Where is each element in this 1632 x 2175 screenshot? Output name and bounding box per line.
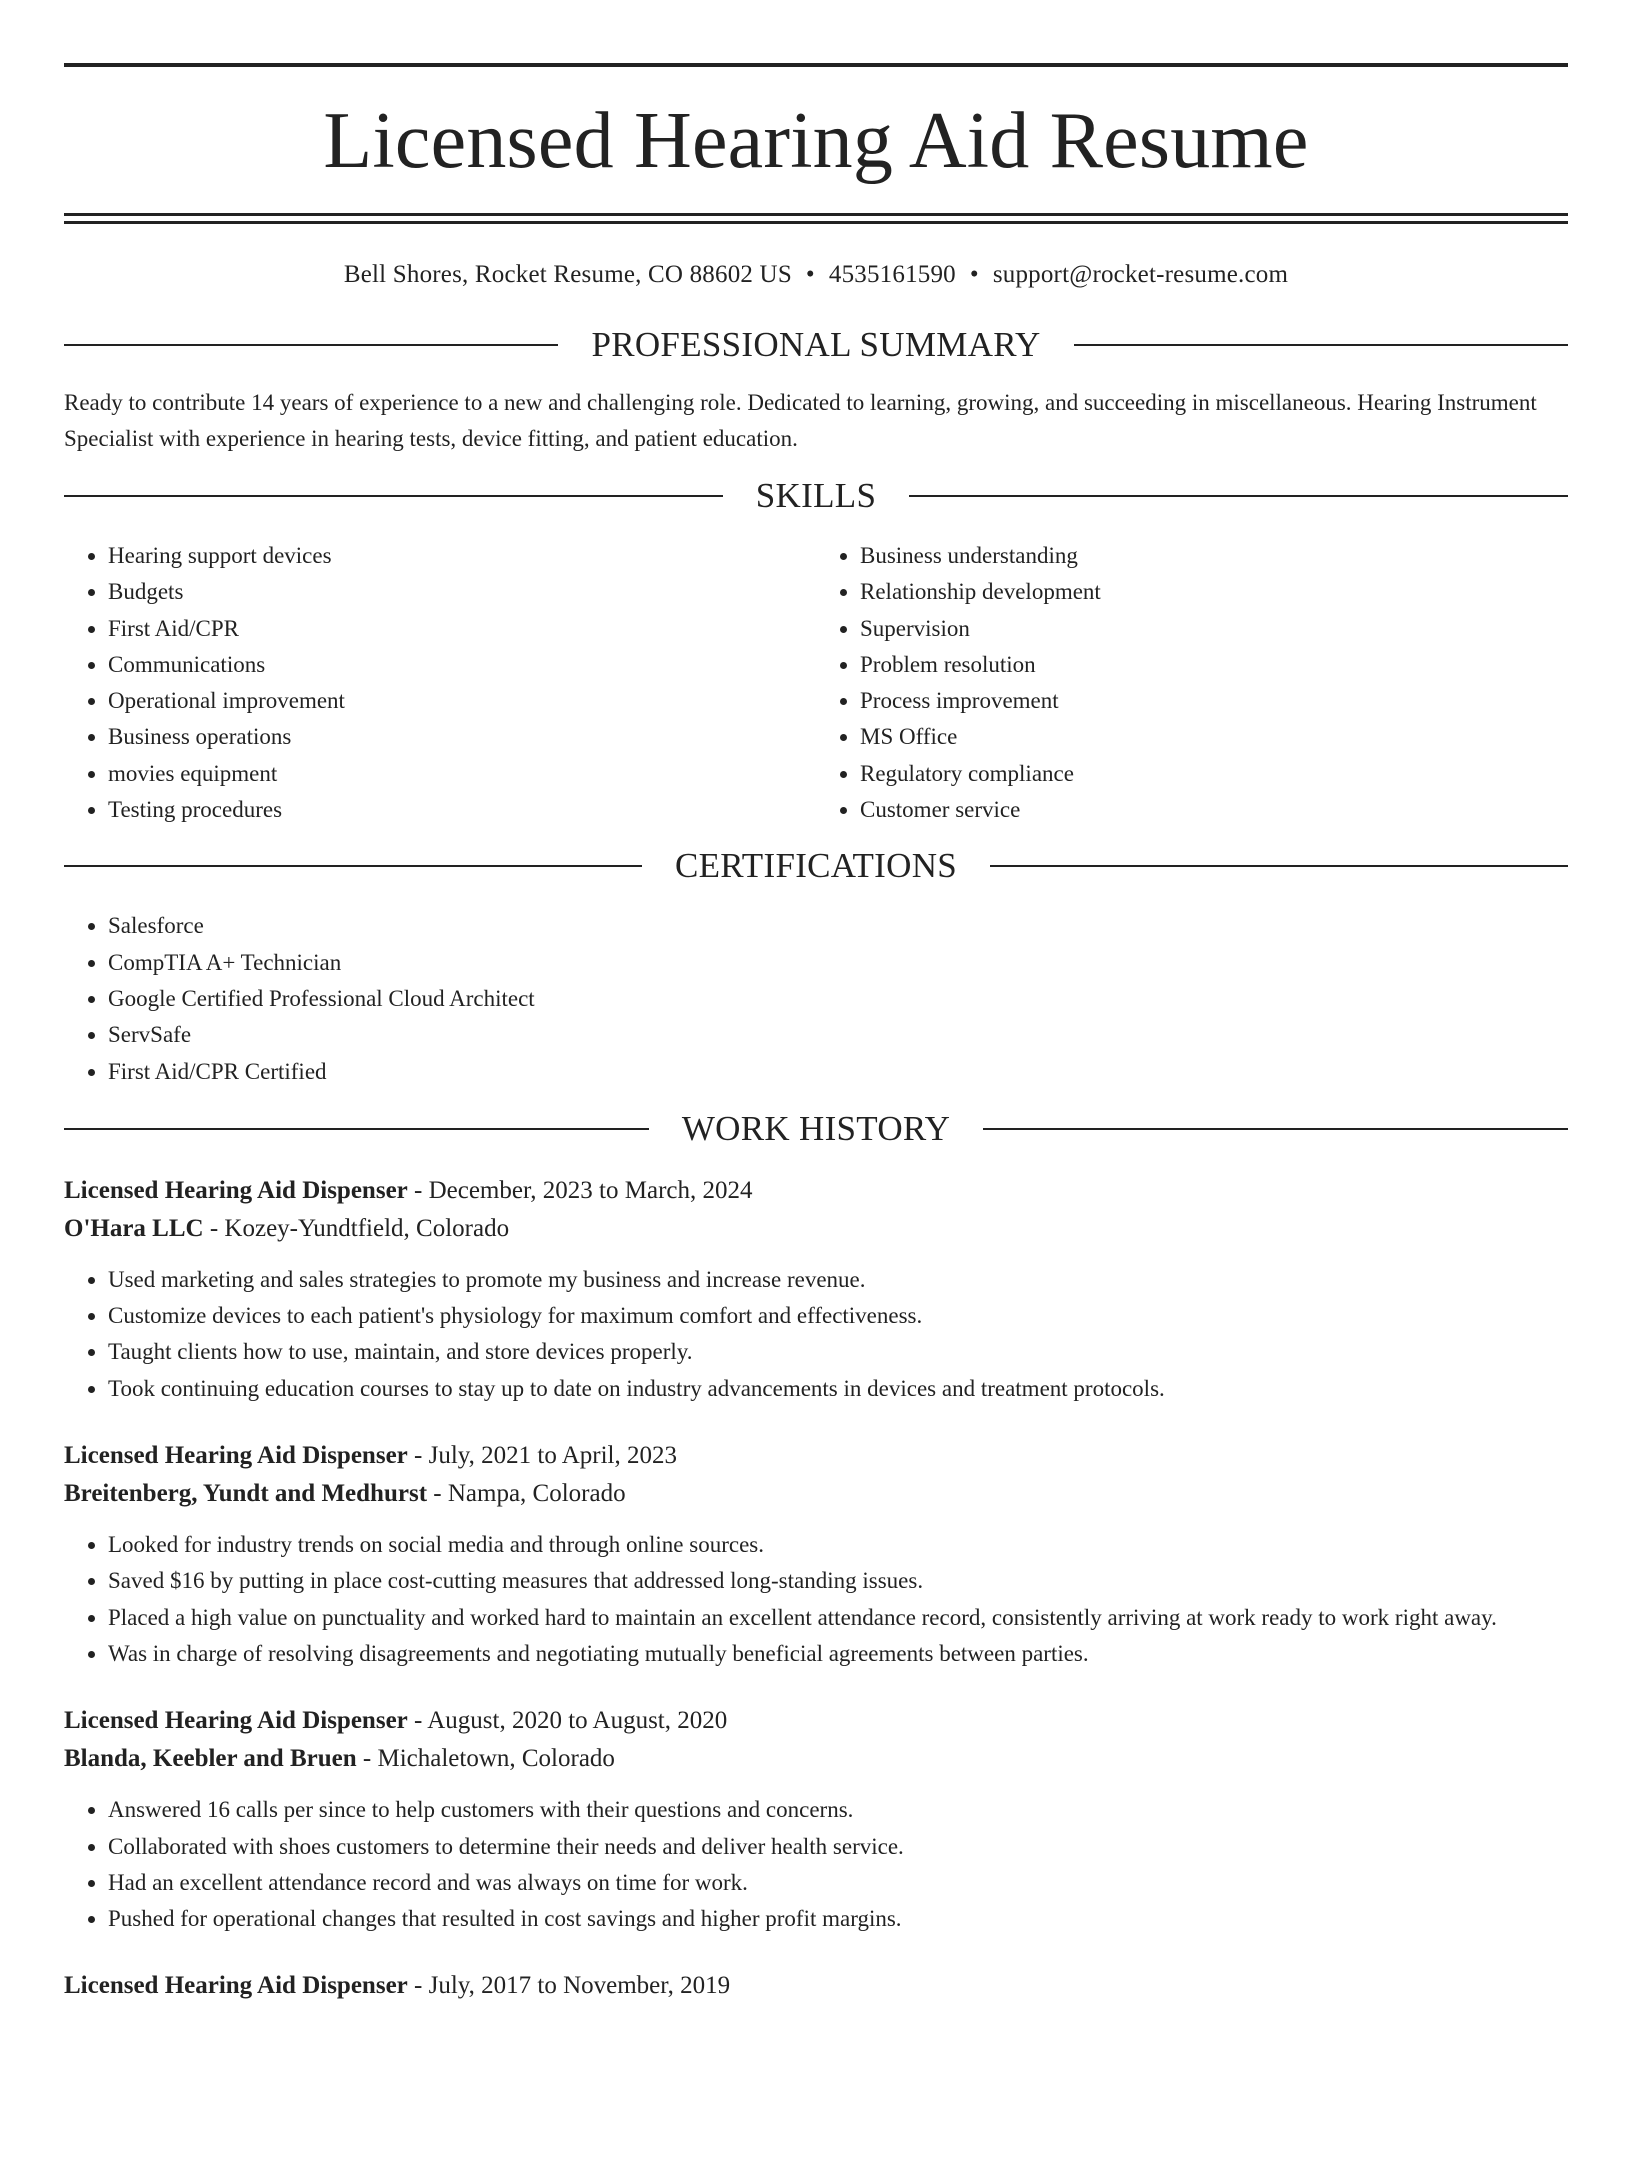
- job-duty-item: • Took continuing education courses to stay up to date on industry advancements in devices and treatment protocols.: [108, 1371, 1568, 1407]
- contact-phone: 4535161590: [828, 261, 956, 288]
- skill-item: • First Aid/CPR: [108, 611, 816, 647]
- skills-heading-label: SKILLS: [755, 476, 877, 515]
- job-title-line: Licensed Hearing Aid Dispenser - December, 2023 to March, 2024: [64, 1176, 753, 1204]
- certifications-section-heading: [64, 846, 1568, 886]
- skill-item: • MS Office: [860, 719, 1568, 755]
- heading-rule-right: [1074, 344, 1568, 346]
- skills-section-heading: [64, 476, 1568, 516]
- job-title-line: Licensed Hearing Aid Dispenser - August, 2020 to August, 2020: [64, 1707, 728, 1735]
- certification-item: • Google Certified Professional Cloud Architect: [108, 981, 1568, 1017]
- job-company: O'Hara LLC: [64, 1214, 204, 1242]
- summary-text: Ready to contribute 14 years of experience to a new and challenging role. Dedicated to learning, growing, and succeeding in miscellaneous. Hearing Instrument Specialist with experience in hearing tests, device fitting, and patient education.: [64, 390, 1537, 451]
- skill-item: • movies equipment: [108, 756, 816, 792]
- title-double-rule: [64, 213, 1568, 224]
- job-location: Michaletown, Colorado: [377, 1745, 615, 1773]
- certifications-list: [64, 908, 1568, 1089]
- job-duty-item: • Was in charge of resolving disagreements and negotiating mutually beneficial agreements between parties.: [108, 1636, 1568, 1672]
- job-title: Licensed Hearing Aid Dispenser: [64, 1972, 408, 2000]
- job-title: Licensed Hearing Aid Dispenser: [64, 1707, 408, 1735]
- contact-email[interactable]: support@rocket-resume.com: [992, 261, 1289, 288]
- skill-item: • Hearing support devices: [108, 538, 816, 574]
- skill-item: • Process improvement: [860, 683, 1568, 719]
- certification-item: • First Aid/CPR Certified: [108, 1054, 1568, 1090]
- heading-rule-right: [983, 1128, 1568, 1130]
- contact-line: [64, 260, 1568, 290]
- job-company-line: Blanda, Keebler and Bruen - Michaletown, Colorado: [64, 1745, 615, 1773]
- job-title-line: Licensed Hearing Aid Dispenser - July, 2021 to April, 2023: [64, 1442, 677, 1470]
- job-title: Licensed Hearing Aid Dispenser: [64, 1176, 408, 1204]
- skill-item: • Operational improvement: [108, 683, 816, 719]
- skill-item: • Budgets: [108, 574, 816, 610]
- job-duties-list: [64, 1792, 1568, 1937]
- certification-item: • ServSafe: [108, 1017, 1568, 1053]
- job-title: Licensed Hearing Aid Dispenser: [64, 1442, 408, 1470]
- job-duty-item: • Customize devices to each patient's physiology for maximum comfort and effectiveness.: [108, 1298, 1568, 1334]
- work-history-heading-label: WORK HISTORY: [681, 1108, 951, 1148]
- job-company: Breitenberg, Yundt and Medhurst: [64, 1480, 428, 1508]
- certification-item: • CompTIA A+ Technician: [108, 945, 1568, 981]
- heading-rule-left: [64, 1128, 649, 1130]
- summary-section-heading: [64, 325, 1568, 365]
- resume-page: [0, 63, 1632, 2175]
- heading-rule-left: [64, 865, 642, 867]
- certifications-heading-label: CERTIFICATIONS: [674, 846, 958, 886]
- job-entry: [64, 1437, 1568, 1672]
- heading-rule-right: [909, 495, 1568, 497]
- certification-item: • Salesforce: [108, 908, 1568, 944]
- job-entry: [64, 1967, 1568, 2005]
- job-dates: December, 2023 to March, 2024: [428, 1176, 753, 1204]
- skill-item: • Problem resolution: [860, 647, 1568, 683]
- job-duty-item: • Placed a high value on punctuality and worked hard to maintain an excellent attendance record, consistently arriving at work ready to work right away.: [108, 1600, 1568, 1636]
- job-company-line: O'Hara LLC - Kozey-Yundtfield, Colorado: [64, 1214, 510, 1242]
- job-duties-list: [64, 1527, 1568, 1672]
- job-duty-item: • Used marketing and sales strategies to promote my business and increase revenue.: [108, 1262, 1568, 1298]
- job-duty-item: • Taught clients how to use, maintain, and store devices properly.: [108, 1334, 1568, 1370]
- job-entry: [64, 1172, 1568, 1407]
- top-rule: [64, 63, 1568, 67]
- skill-item: • Business operations: [108, 719, 816, 755]
- skills-column-left: [64, 538, 816, 828]
- skill-item: • Relationship development: [860, 574, 1568, 610]
- job-duty-item: • Saved $16 by putting in place cost-cutting measures that addressed long-standing issues.: [108, 1563, 1568, 1599]
- skills-column-right: [816, 538, 1568, 828]
- skill-item: • Business understanding: [860, 538, 1568, 574]
- contact-separator: •: [969, 261, 979, 288]
- job-duty-item: • Collaborated with shoes customers to determine their needs and deliver health service.: [108, 1829, 1568, 1865]
- job-company-line: Breitenberg, Yundt and Medhurst - Nampa, Colorado: [64, 1480, 626, 1508]
- job-entry: [64, 1702, 1568, 1937]
- skill-item: • Customer service: [860, 792, 1568, 828]
- skill-item: • Testing procedures: [108, 792, 816, 828]
- job-dates: July, 2017 to November, 2019: [428, 1972, 731, 2000]
- heading-rule-left: [64, 344, 558, 346]
- skills-list: [64, 538, 1568, 828]
- job-dates: August, 2020 to August, 2020: [427, 1707, 728, 1735]
- job-title-line: Licensed Hearing Aid Dispenser - July, 2017 to November, 2019: [64, 1972, 731, 2000]
- job-location: Nampa, Colorado: [447, 1480, 626, 1508]
- job-duties-list: [64, 1262, 1568, 1407]
- summary-heading-label: PROFESSIONAL SUMMARY: [591, 325, 1041, 364]
- job-duty-item: • Pushed for operational changes that resulted in cost savings and higher profit margins.: [108, 1901, 1568, 1937]
- contact-separator: •: [805, 261, 815, 288]
- job-location: Kozey-Yundtfield, Colorado: [224, 1214, 510, 1242]
- job-dates: July, 2021 to April, 2023: [428, 1442, 677, 1470]
- skill-item: • Supervision: [860, 611, 1568, 647]
- job-duty-item: • Had an excellent attendance record and was always on time for work.: [108, 1865, 1568, 1901]
- work-history-section-heading: [64, 1109, 1568, 1149]
- job-duty-item: • Answered 16 calls per since to help customers with their questions and concerns.: [108, 1792, 1568, 1828]
- job-duty-item: • Looked for industry trends on social media and through online sources.: [108, 1527, 1568, 1563]
- job-company: Blanda, Keebler and Bruen: [64, 1745, 357, 1773]
- heading-rule-right: [990, 865, 1568, 867]
- heading-rule-left: [64, 495, 723, 497]
- skill-item: • Communications: [108, 647, 816, 683]
- resume-title: Licensed Hearing Aid Resume: [323, 97, 1309, 185]
- skill-item: • Regulatory compliance: [860, 756, 1568, 792]
- contact-address: Bell Shores, Rocket Resume, CO 88602 US: [343, 261, 792, 288]
